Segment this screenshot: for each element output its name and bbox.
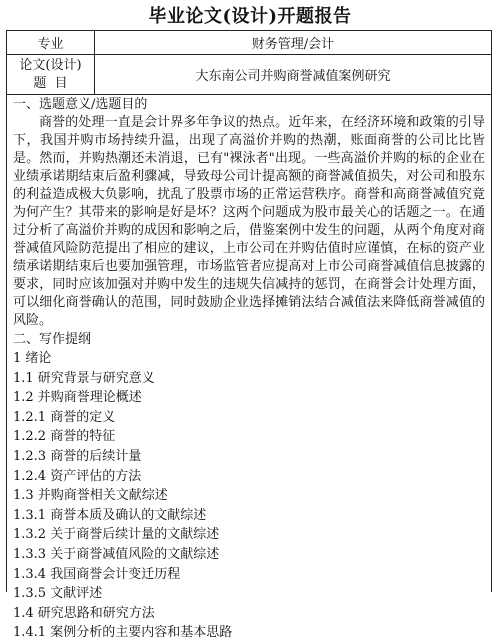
outline-item: 1.2.3 商誉的后续计量 — [13, 448, 142, 464]
thesis-title-label — [7, 55, 95, 94]
major-label: 专业 — [7, 31, 95, 54]
thesis-title-label-line2: 题目 — [33, 75, 68, 91]
outline-item: 1.3.4 我国商誉会计变迁历程 — [13, 566, 181, 582]
outline-item: 1.3.2 关于商誉后续计量的文献综述 — [13, 527, 220, 543]
outline-item: 1.3 并购商誉相关文献综述 — [13, 488, 168, 504]
document-title: 毕业论文(设计)开题报告 — [148, 6, 352, 27]
proposal-body — [7, 95, 491, 643]
outline-item: 1 绪论 — [13, 351, 52, 366]
outline-item: 1.2 并购商誉理论概述 — [13, 390, 142, 406]
major-row — [7, 31, 491, 55]
section-heading-outline: 二、写作提纲 — [13, 332, 92, 347]
outline-item: 1.4 研究思路和研究方法 — [13, 605, 155, 621]
outline-item: 1.3.1 商誉本质及确认的文献综述 — [13, 507, 207, 523]
outline-item: 1.3.5 文献评述 — [13, 586, 103, 602]
outline-item: 1.2.4 资产评估的方法 — [13, 468, 142, 484]
section-heading-purpose: 一、选题意义/选题目的 — [13, 97, 148, 112]
thesis-title-label-line1: 论文(设计) — [19, 57, 82, 73]
outline-item: 1.3.3 关于商誉减值风险的文献综述 — [13, 546, 220, 562]
outline-item: 1.1 研究背景与研究意义 — [13, 370, 155, 386]
outline-list — [13, 349, 485, 643]
proposal-form — [6, 30, 492, 641]
major-value: 财务管理/会计 — [251, 37, 335, 52]
outline-item: 1.2.1 商誉的定义 — [13, 409, 116, 425]
thesis-title-row — [7, 55, 491, 95]
thesis-title-value: 大东南公司并购商誉减值案例研究 — [195, 69, 391, 84]
outline-item: 1.2.2 商誉的特征 — [13, 429, 116, 445]
purpose-paragraph: 商誉的处理一直是会计界多年争议的热点。近年来，在经济环境和政策的引导下，我国并购市场持续升温，出现了高溢价并购的热潮，账面商誉的公司比比皆是。然而，并购热潮还未消退，已有"裸泳者"出现。一些高溢价并购的标的企业在业绩承诺期结束后盈利骤减，导致母公司计提高额的商誉减值损失，对公司和股东的利益造成极大负影响，扰乱了股票市场的正常运营秩序。商誉和高商誉减值究竟为何产生？其带来的影响是好是坏？这两个问题成为股市最关心的话题之一。在通过分析了高溢价并购的成因和影响之后，借鉴案例中发生的问题，从两个角度对商誉减值风险防范提出了相应的建议，上市公司在并购估值时应谨慎，在标的资产业绩承诺期结束后也要加强管理，市场监管者应提高对上市公司商誉减值信息披露的要求，同时应该加强对并购中发生的违规失信减持的惩罚，在商誉会计处理方面，可以细化商誉确认的范围，同时鼓励企业选择摊销法结合减值法来降低商誉减值的风险。 — [13, 115, 485, 328]
outline-item: 1.4.1 案例分析的主要内容和基本思路 — [13, 625, 233, 641]
